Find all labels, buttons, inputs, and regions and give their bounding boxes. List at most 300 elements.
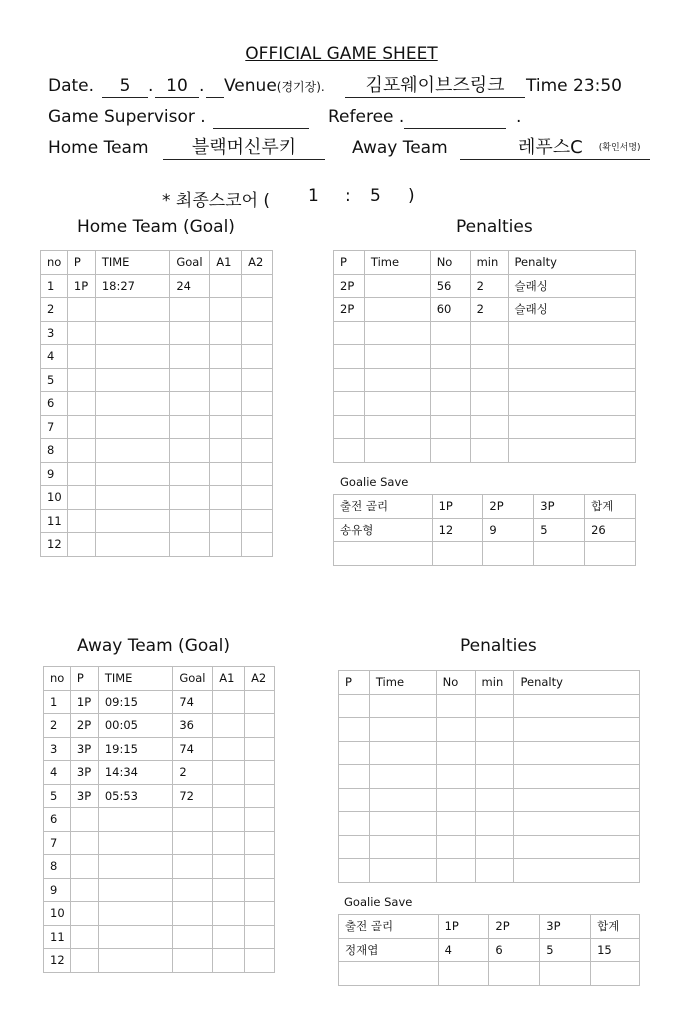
table-cell[interactable]: 72 <box>173 784 213 808</box>
table-cell[interactable] <box>369 765 436 789</box>
column-header: P <box>334 251 365 275</box>
column-header: 합계 <box>591 915 640 939</box>
final-score-close: ) <box>408 186 415 206</box>
table-cell[interactable] <box>364 321 430 345</box>
table-cell[interactable] <box>514 835 640 859</box>
column-header: P <box>70 667 98 691</box>
table-cell[interactable] <box>369 835 436 859</box>
table-row <box>334 274 636 298</box>
table-cell[interactable] <box>210 274 242 298</box>
table-cell[interactable] <box>242 345 273 369</box>
table-cell[interactable] <box>242 368 273 392</box>
table-cell[interactable]: 6 <box>489 938 540 962</box>
table-cell[interactable] <box>213 808 245 832</box>
table-cell[interactable] <box>242 274 273 298</box>
table-cell[interactable] <box>98 925 173 949</box>
table-cell[interactable]: 10 <box>41 486 68 510</box>
table-cell[interactable] <box>170 345 210 369</box>
table-cell[interactable]: 19:15 <box>98 737 173 761</box>
table-cell[interactable] <box>436 718 475 742</box>
table-cell[interactable] <box>430 321 470 345</box>
date-day-field[interactable]: 10 <box>155 75 199 98</box>
table-cell[interactable] <box>242 462 273 486</box>
table-cell[interactable] <box>432 542 483 566</box>
table-cell[interactable]: 1 <box>41 274 68 298</box>
table-cell[interactable] <box>334 392 365 416</box>
away-goalie-save-label: Goalie Save <box>344 895 413 909</box>
table-cell[interactable] <box>475 788 514 812</box>
table-cell[interactable] <box>245 949 275 973</box>
table-cell[interactable] <box>210 462 242 486</box>
table-cell[interactable] <box>173 831 213 855</box>
table-row <box>339 962 640 986</box>
table-cell[interactable] <box>245 761 275 785</box>
table-cell[interactable] <box>98 878 173 902</box>
table-cell[interactable] <box>70 902 98 926</box>
table-cell[interactable]: 5 <box>540 938 591 962</box>
date-underline <box>206 75 224 98</box>
table-cell[interactable] <box>475 741 514 765</box>
table-cell[interactable]: 2P <box>334 298 365 322</box>
table-cell[interactable] <box>67 439 95 463</box>
table-cell[interactable]: 36 <box>173 714 213 738</box>
table-cell[interactable] <box>508 415 636 439</box>
table-cell[interactable] <box>339 788 370 812</box>
table-cell[interactable]: 4 <box>44 761 71 785</box>
table-cell[interactable] <box>436 859 475 883</box>
table-cell[interactable] <box>334 321 365 345</box>
table-cell[interactable] <box>210 298 242 322</box>
table-cell[interactable] <box>213 714 245 738</box>
table-cell[interactable] <box>364 415 430 439</box>
table-cell[interactable] <box>98 808 173 832</box>
table-cell[interactable]: 2 <box>44 714 71 738</box>
table-cell[interactable] <box>334 345 365 369</box>
table-cell[interactable] <box>369 788 436 812</box>
table-cell[interactable]: 11 <box>44 925 71 949</box>
table-cell[interactable] <box>213 831 245 855</box>
table-cell[interactable] <box>470 321 508 345</box>
table-cell[interactable]: 3P <box>70 761 98 785</box>
table-cell[interactable] <box>70 808 98 832</box>
table-cell[interactable]: 2 <box>470 298 508 322</box>
table-cell[interactable] <box>334 439 365 463</box>
table-cell[interactable] <box>67 392 95 416</box>
table-cell[interactable] <box>95 486 170 510</box>
table-cell[interactable] <box>242 533 273 557</box>
table-cell[interactable]: 4 <box>438 938 489 962</box>
table-cell[interactable] <box>470 415 508 439</box>
table-cell[interactable]: 26 <box>585 518 636 542</box>
table-cell[interactable] <box>210 368 242 392</box>
table-cell[interactable] <box>369 741 436 765</box>
table-cell[interactable] <box>514 765 640 789</box>
table-cell[interactable] <box>508 439 636 463</box>
table-cell[interactable] <box>170 392 210 416</box>
table-cell[interactable] <box>364 392 430 416</box>
table-cell[interactable] <box>210 415 242 439</box>
table-cell[interactable] <box>369 694 436 718</box>
table-cell[interactable]: 00:05 <box>98 714 173 738</box>
table-cell[interactable] <box>242 486 273 510</box>
table-cell[interactable] <box>436 765 475 789</box>
table-cell[interactable] <box>514 718 640 742</box>
table-cell[interactable] <box>170 368 210 392</box>
table-cell[interactable] <box>170 486 210 510</box>
table-cell[interactable] <box>245 831 275 855</box>
column-header: Time <box>369 671 436 695</box>
table-cell[interactable] <box>213 761 245 785</box>
table-cell[interactable]: 9 <box>44 878 71 902</box>
table-cell[interactable] <box>534 542 585 566</box>
table-cell[interactable] <box>245 737 275 761</box>
table-cell[interactable] <box>514 741 640 765</box>
table-cell[interactable] <box>475 859 514 883</box>
table-cell[interactable] <box>213 855 245 879</box>
away-team-field[interactable]: 레푸스C (확인서명) <box>460 137 650 160</box>
table-cell[interactable]: 1 <box>44 690 71 714</box>
table-cell[interactable] <box>514 788 640 812</box>
table-cell[interactable] <box>514 812 640 836</box>
table-cell[interactable] <box>508 321 636 345</box>
final-score-separator: : <box>345 186 351 206</box>
table-cell[interactable] <box>242 392 273 416</box>
table-row <box>339 812 640 836</box>
table-cell[interactable] <box>334 542 433 566</box>
table-cell[interactable]: 3 <box>44 737 71 761</box>
table-cell[interactable]: 14:34 <box>98 761 173 785</box>
table-cell[interactable] <box>98 902 173 926</box>
table-cell[interactable] <box>210 509 242 533</box>
table-cell[interactable] <box>213 949 245 973</box>
date-dot-2: . <box>199 76 205 96</box>
table-cell[interactable]: 74 <box>173 690 213 714</box>
table-cell[interactable] <box>339 859 370 883</box>
table-cell[interactable]: 2P <box>70 714 98 738</box>
column-header: 합계 <box>585 495 636 519</box>
table-cell[interactable]: 2P <box>334 274 365 298</box>
table-cell[interactable]: 슬래싱 <box>508 274 636 298</box>
table-cell[interactable]: 4 <box>41 345 68 369</box>
table-cell[interactable]: 3P <box>70 737 98 761</box>
table-cell[interactable]: 송유형 <box>334 518 433 542</box>
table-cell[interactable] <box>170 509 210 533</box>
table-cell[interactable]: 1P <box>70 690 98 714</box>
table-cell[interactable] <box>210 321 242 345</box>
table-cell[interactable] <box>339 741 370 765</box>
table-cell[interactable] <box>436 788 475 812</box>
table-cell[interactable]: 9 <box>41 462 68 486</box>
table-cell[interactable]: 8 <box>41 439 68 463</box>
table-cell[interactable] <box>70 855 98 879</box>
table-cell[interactable] <box>67 345 95 369</box>
table-cell[interactable] <box>95 321 170 345</box>
column-header: 1P <box>438 915 489 939</box>
column-header: Goal <box>170 251 210 275</box>
column-header: min <box>475 671 514 695</box>
table-cell[interactable] <box>245 714 275 738</box>
table-cell[interactable] <box>591 962 640 986</box>
table-cell[interactable] <box>95 439 170 463</box>
table-cell[interactable] <box>475 812 514 836</box>
table-cell[interactable] <box>213 902 245 926</box>
table-cell[interactable] <box>170 462 210 486</box>
column-header: P <box>67 251 95 275</box>
table-cell[interactable]: 15 <box>591 938 640 962</box>
table-cell[interactable] <box>95 368 170 392</box>
table-cell[interactable] <box>436 812 475 836</box>
table-cell[interactable] <box>67 509 95 533</box>
away-penalties-title: Penalties <box>460 636 537 656</box>
table-cell[interactable]: 12 <box>432 518 483 542</box>
table-cell[interactable] <box>470 345 508 369</box>
table-cell[interactable] <box>210 439 242 463</box>
table-cell[interactable] <box>483 542 534 566</box>
final-score-away: 5 <box>370 186 381 206</box>
table-cell[interactable] <box>245 902 275 926</box>
table-row <box>44 925 275 949</box>
table-cell[interactable] <box>242 298 273 322</box>
table-cell[interactable] <box>438 962 489 986</box>
table-cell[interactable] <box>470 439 508 463</box>
table-cell[interactable] <box>213 690 245 714</box>
home-team-field[interactable]: 블랙머신루키 <box>163 137 325 160</box>
table-cell[interactable] <box>436 694 475 718</box>
table-cell[interactable] <box>213 784 245 808</box>
table-cell[interactable]: 12 <box>41 533 68 557</box>
table-row <box>339 765 640 789</box>
table-cell[interactable] <box>364 298 430 322</box>
table-cell[interactable] <box>436 741 475 765</box>
date-month-field[interactable]: 5 <box>102 75 148 98</box>
table-row <box>41 439 273 463</box>
table-cell[interactable]: 6 <box>44 808 71 832</box>
date-dot-1: . <box>148 76 154 96</box>
table-cell[interactable] <box>173 925 213 949</box>
table-cell[interactable] <box>339 718 370 742</box>
table-cell[interactable] <box>70 949 98 973</box>
table-cell[interactable] <box>540 962 591 986</box>
table-cell[interactable] <box>489 962 540 986</box>
table-cell[interactable] <box>245 784 275 808</box>
table-cell[interactable]: 12 <box>44 949 71 973</box>
table-cell[interactable] <box>67 298 95 322</box>
table-cell[interactable] <box>508 392 636 416</box>
table-cell[interactable] <box>369 859 436 883</box>
column-header: 3P <box>534 495 585 519</box>
table-cell[interactable] <box>210 533 242 557</box>
table-cell[interactable]: 18:27 <box>95 274 170 298</box>
table-cell[interactable]: 5 <box>41 368 68 392</box>
table-cell[interactable] <box>242 509 273 533</box>
table-cell[interactable]: 7 <box>44 831 71 855</box>
table-cell[interactable] <box>430 415 470 439</box>
table-cell[interactable] <box>430 439 470 463</box>
supervisor-field[interactable] <box>213 106 309 129</box>
table-cell[interactable]: 3 <box>41 321 68 345</box>
table-row <box>44 949 275 973</box>
table-cell[interactable] <box>475 765 514 789</box>
table-cell[interactable] <box>334 368 365 392</box>
table-cell[interactable]: 24 <box>170 274 210 298</box>
table-cell[interactable] <box>475 835 514 859</box>
table-cell[interactable] <box>173 902 213 926</box>
table-cell[interactable] <box>67 321 95 345</box>
table-cell[interactable] <box>170 321 210 345</box>
table-cell[interactable] <box>430 368 470 392</box>
table-cell[interactable] <box>514 859 640 883</box>
table-cell[interactable] <box>475 694 514 718</box>
table-cell[interactable] <box>95 509 170 533</box>
table-cell[interactable]: 6 <box>41 392 68 416</box>
table-cell[interactable] <box>170 533 210 557</box>
table-row <box>44 784 275 808</box>
table-cell[interactable] <box>95 462 170 486</box>
table-cell[interactable] <box>242 415 273 439</box>
column-header: Time <box>364 251 430 275</box>
table-cell[interactable] <box>210 392 242 416</box>
table-cell[interactable] <box>339 812 370 836</box>
table-row <box>41 298 273 322</box>
table-cell[interactable] <box>170 439 210 463</box>
table-cell[interactable]: 11 <box>41 509 68 533</box>
home-penalties-title: Penalties <box>456 217 533 237</box>
table-cell[interactable] <box>67 368 95 392</box>
table-cell[interactable] <box>508 345 636 369</box>
table-header-row <box>334 251 636 275</box>
column-header: Penalty <box>508 251 636 275</box>
table-cell[interactable] <box>173 878 213 902</box>
table-cell[interactable] <box>339 765 370 789</box>
table-cell[interactable] <box>67 533 95 557</box>
table-cell[interactable]: 05:53 <box>98 784 173 808</box>
table-cell[interactable] <box>242 439 273 463</box>
table-cell[interactable] <box>242 321 273 345</box>
table-row <box>44 902 275 926</box>
table-cell[interactable]: 3P <box>70 784 98 808</box>
table-cell[interactable]: 09:15 <box>98 690 173 714</box>
table-cell[interactable] <box>213 737 245 761</box>
table-cell[interactable] <box>585 542 636 566</box>
supervisor-label: Game Supervisor . <box>48 107 206 127</box>
table-cell[interactable]: 2 <box>41 298 68 322</box>
table-cell[interactable] <box>173 855 213 879</box>
table-cell[interactable] <box>213 925 245 949</box>
table-cell[interactable] <box>95 345 170 369</box>
table-cell[interactable]: 1P <box>67 274 95 298</box>
table-cell[interactable] <box>364 345 430 369</box>
column-header: A2 <box>245 667 275 691</box>
table-cell[interactable] <box>245 878 275 902</box>
page-title: OFFICIAL GAME SHEET <box>245 44 438 64</box>
table-cell[interactable]: 2 <box>470 274 508 298</box>
table-cell[interactable] <box>170 415 210 439</box>
table-cell[interactable] <box>70 925 98 949</box>
table-cell[interactable] <box>475 718 514 742</box>
table-row <box>334 298 636 322</box>
table-cell[interactable] <box>369 718 436 742</box>
table-cell[interactable] <box>67 486 95 510</box>
table-cell[interactable] <box>245 855 275 879</box>
table-cell[interactable] <box>67 415 95 439</box>
table-cell[interactable] <box>339 835 370 859</box>
table-cell[interactable] <box>210 345 242 369</box>
table-row <box>41 486 273 510</box>
table-cell[interactable] <box>470 392 508 416</box>
table-header-row <box>41 251 273 275</box>
table-cell[interactable] <box>364 274 430 298</box>
table-cell[interactable] <box>245 808 275 832</box>
table-cell[interactable] <box>98 949 173 973</box>
away-team-label: Away Team <box>352 138 448 158</box>
table-cell[interactable] <box>70 878 98 902</box>
table-cell[interactable] <box>369 812 436 836</box>
column-header: 1P <box>432 495 483 519</box>
table-cell[interactable] <box>430 392 470 416</box>
table-row <box>41 274 273 298</box>
table-cell[interactable] <box>334 415 365 439</box>
table-cell[interactable] <box>245 690 275 714</box>
venue-field[interactable]: 김포웨이브즈링크 <box>345 75 525 98</box>
table-cell[interactable] <box>213 878 245 902</box>
table-cell[interactable]: 5 <box>44 784 71 808</box>
table-row <box>334 392 636 416</box>
table-cell[interactable] <box>170 298 210 322</box>
table-cell[interactable] <box>364 439 430 463</box>
table-cell[interactable]: 74 <box>173 737 213 761</box>
table-cell[interactable] <box>339 962 439 986</box>
table-cell[interactable] <box>173 949 213 973</box>
table-cell[interactable] <box>364 368 430 392</box>
table-cell[interactable] <box>95 298 170 322</box>
table-cell[interactable] <box>67 462 95 486</box>
table-cell[interactable] <box>470 368 508 392</box>
table-cell[interactable]: 슬래싱 <box>508 298 636 322</box>
table-row <box>41 533 273 557</box>
table-cell[interactable] <box>514 694 640 718</box>
table-cell[interactable] <box>95 415 170 439</box>
table-row <box>41 321 273 345</box>
table-cell[interactable]: 10 <box>44 902 71 926</box>
table-cell[interactable] <box>98 831 173 855</box>
table-cell[interactable]: 9 <box>483 518 534 542</box>
table-cell[interactable] <box>173 808 213 832</box>
table-cell[interactable]: 56 <box>430 274 470 298</box>
referee-field[interactable] <box>404 106 506 129</box>
table-cell[interactable]: 60 <box>430 298 470 322</box>
home-goalie-save-label: Goalie Save <box>340 475 409 489</box>
table-cell[interactable]: 8 <box>44 855 71 879</box>
table-cell[interactable]: 5 <box>534 518 585 542</box>
table-cell[interactable] <box>430 345 470 369</box>
table-cell[interactable] <box>210 486 242 510</box>
table-cell[interactable] <box>339 694 370 718</box>
table-cell[interactable]: 7 <box>41 415 68 439</box>
table-cell[interactable] <box>95 392 170 416</box>
table-cell[interactable] <box>98 855 173 879</box>
table-row <box>41 462 273 486</box>
table-cell[interactable] <box>508 368 636 392</box>
table-row <box>334 345 636 369</box>
table-cell[interactable] <box>95 533 170 557</box>
table-cell[interactable]: 2 <box>173 761 213 785</box>
column-header: TIME <box>98 667 173 691</box>
table-cell[interactable] <box>436 835 475 859</box>
table-cell[interactable] <box>70 831 98 855</box>
column-header: no <box>41 251 68 275</box>
table-cell[interactable]: 정재엽 <box>339 938 439 962</box>
table-cell[interactable] <box>245 925 275 949</box>
